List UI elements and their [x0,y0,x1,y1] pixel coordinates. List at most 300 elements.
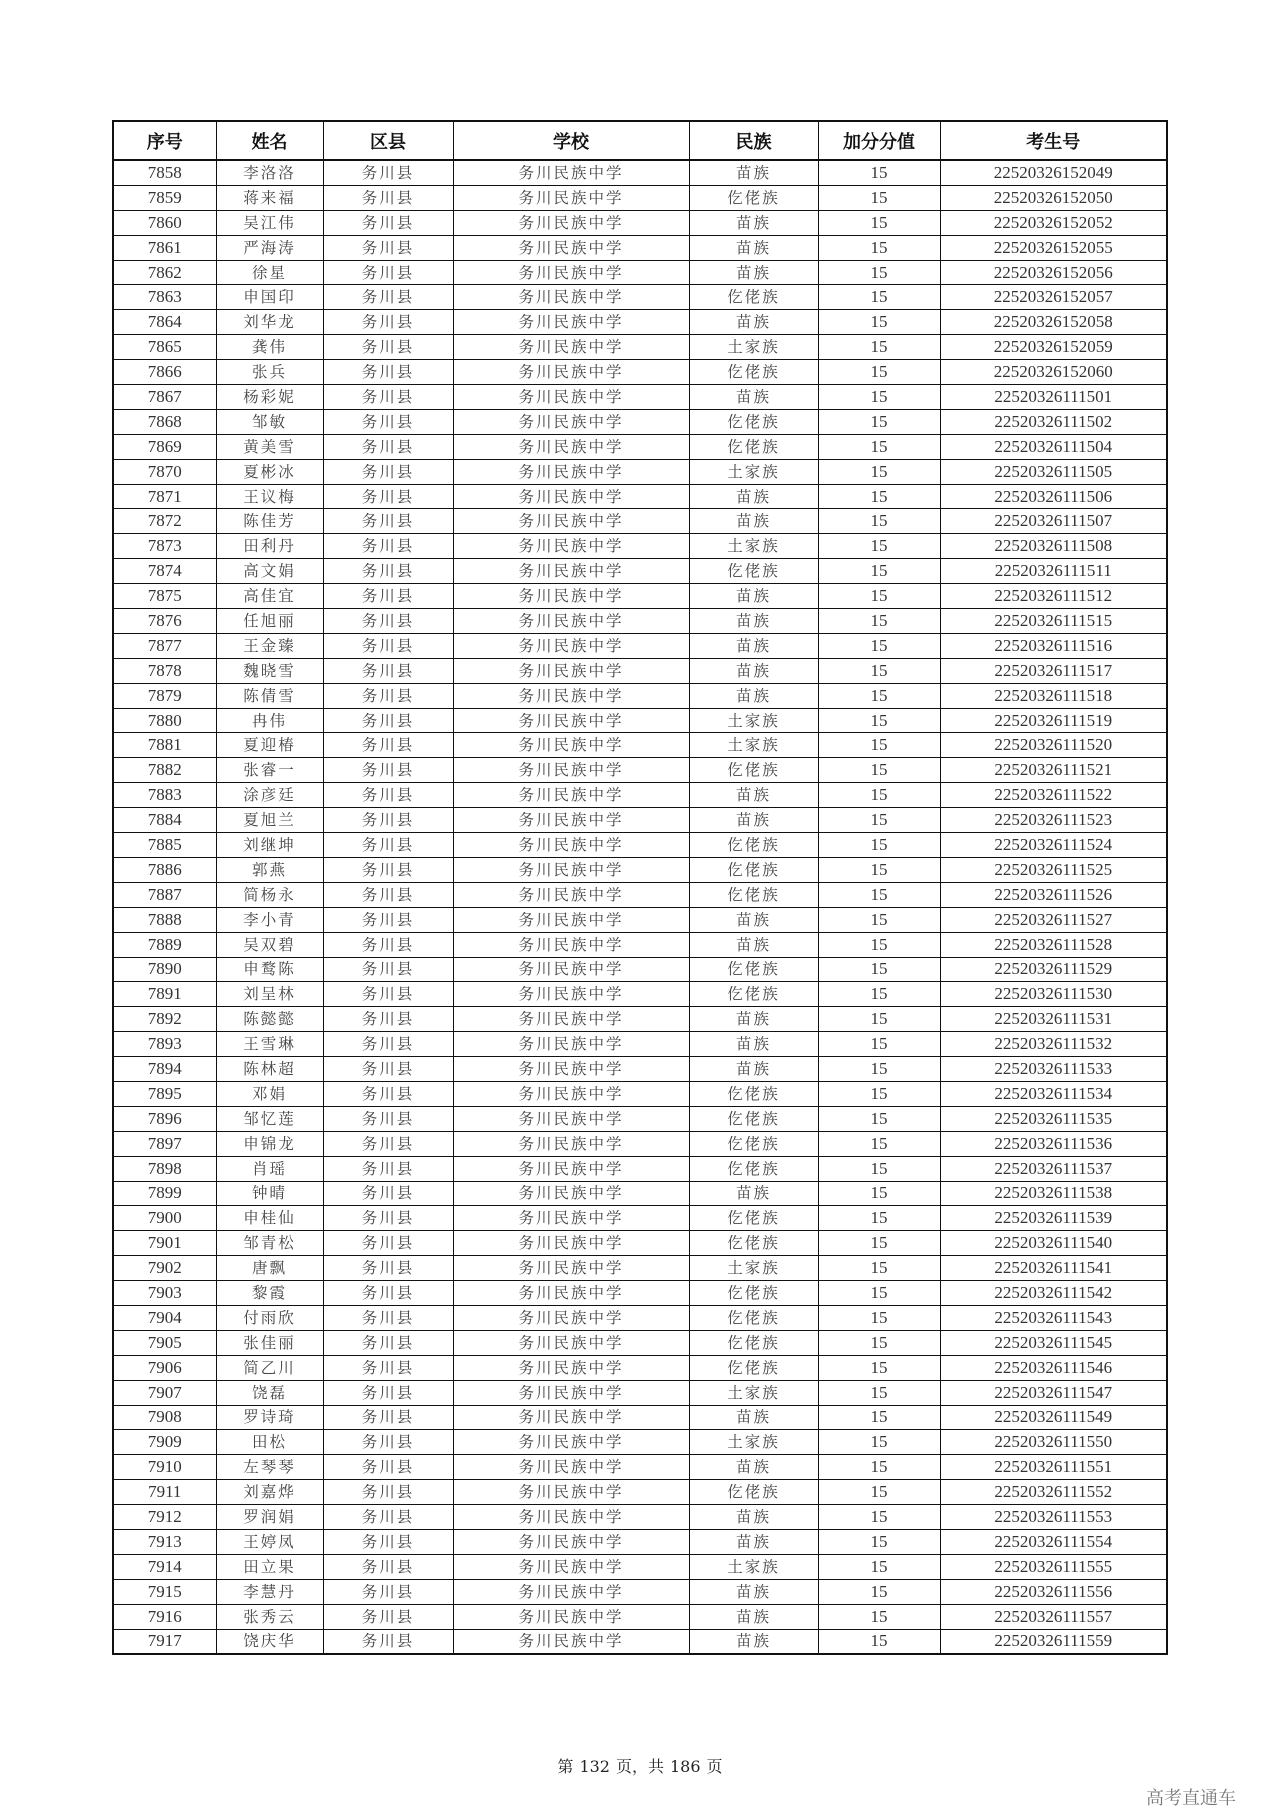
cell-bonus: 15 [818,160,940,185]
cell-ethnicity: 苗族 [689,235,818,260]
cell-exam-id: 22520326111538 [940,1181,1167,1206]
cell-exam-id: 22520326152060 [940,360,1167,385]
cell-name: 吴江伟 [216,210,323,235]
header-county: 区县 [323,121,453,160]
cell-seq: 7910 [113,1455,216,1480]
cell-seq: 7878 [113,658,216,683]
cell-school: 务川民族中学 [453,1057,689,1082]
cell-county: 务川县 [323,708,453,733]
cell-exam-id: 22520326152049 [940,160,1167,185]
cell-bonus: 15 [818,1629,940,1654]
cell-ethnicity: 仡佬族 [689,1480,818,1505]
cell-county: 务川县 [323,335,453,360]
cell-county: 务川县 [323,484,453,509]
cell-exam-id: 22520326111502 [940,409,1167,434]
cell-bonus: 15 [818,708,940,733]
cell-school: 务川民族中学 [453,1554,689,1579]
cell-bonus: 15 [818,808,940,833]
cell-exam-id: 22520326111529 [940,957,1167,982]
cell-ethnicity: 仡佬族 [689,882,818,907]
cell-name: 申锦龙 [216,1131,323,1156]
table-row [113,1305,1167,1330]
table-row [113,957,1167,982]
cell-ethnicity: 苗族 [689,633,818,658]
cell-seq: 7892 [113,1007,216,1032]
cell-seq: 7900 [113,1206,216,1231]
table-body [113,160,1167,1654]
cell-exam-id: 22520326111553 [940,1505,1167,1530]
cell-name: 严海涛 [216,235,323,260]
cell-name: 简杨永 [216,882,323,907]
table-row [113,1007,1167,1032]
table-row [113,907,1167,932]
cell-county: 务川县 [323,1604,453,1629]
cell-ethnicity: 苗族 [689,1629,818,1654]
cell-ethnicity: 仡佬族 [689,1156,818,1181]
cell-ethnicity: 苗族 [689,310,818,335]
cell-exam-id: 22520326111526 [940,882,1167,907]
cell-exam-id: 22520326111550 [940,1430,1167,1455]
cell-exam-id: 22520326111540 [940,1231,1167,1256]
header-name: 姓名 [216,121,323,160]
cell-exam-id: 22520326111516 [940,633,1167,658]
cell-seq: 7874 [113,559,216,584]
cell-county: 务川县 [323,1057,453,1082]
cell-seq: 7917 [113,1629,216,1654]
table-row [113,882,1167,907]
cell-school: 务川民族中学 [453,907,689,932]
cell-ethnicity: 苗族 [689,1007,818,1032]
cell-exam-id: 22520326111511 [940,559,1167,584]
cell-name: 邓娟 [216,1081,323,1106]
table-row [113,434,1167,459]
cell-school: 务川民族中学 [453,982,689,1007]
cell-ethnicity: 苗族 [689,260,818,285]
cell-seq: 7888 [113,907,216,932]
cell-school: 务川民族中学 [453,1106,689,1131]
cell-bonus: 15 [818,1156,940,1181]
table-row [113,1455,1167,1480]
cell-exam-id: 22520326111523 [940,808,1167,833]
cell-bonus: 15 [818,459,940,484]
cell-exam-id: 22520326111508 [940,534,1167,559]
table-row [113,633,1167,658]
cell-county: 务川县 [323,1305,453,1330]
table-row [113,708,1167,733]
cell-school: 务川民族中学 [453,409,689,434]
cell-county: 务川县 [323,1405,453,1430]
table-row [113,758,1167,783]
cell-school: 务川民族中学 [453,1032,689,1057]
cell-exam-id: 22520326111543 [940,1305,1167,1330]
cell-county: 务川县 [323,1106,453,1131]
cell-ethnicity: 仡佬族 [689,957,818,982]
cell-bonus: 15 [818,360,940,385]
cell-bonus: 15 [818,1281,940,1306]
cell-seq: 7870 [113,459,216,484]
table-row [113,260,1167,285]
cell-school: 务川民族中学 [453,335,689,360]
cell-seq: 7871 [113,484,216,509]
table-row [113,285,1167,310]
cell-exam-id: 22520326111530 [940,982,1167,1007]
cell-bonus: 15 [818,783,940,808]
table-row [113,932,1167,957]
cell-exam-id: 22520326111541 [940,1256,1167,1281]
cell-seq: 7912 [113,1505,216,1530]
cell-name: 刘呈林 [216,982,323,1007]
table-row [113,1480,1167,1505]
cell-name: 田利丹 [216,534,323,559]
header-exam-id: 考生号 [940,121,1167,160]
cell-bonus: 15 [818,1057,940,1082]
cell-school: 务川民族中学 [453,833,689,858]
cell-school: 务川民族中学 [453,1156,689,1181]
cell-ethnicity: 苗族 [689,783,818,808]
cell-county: 务川县 [323,459,453,484]
table-header-row [113,121,1167,160]
cell-exam-id: 22520326111501 [940,385,1167,410]
table-row [113,1256,1167,1281]
cell-name: 左琴琴 [216,1455,323,1480]
cell-bonus: 15 [818,957,940,982]
cell-ethnicity: 土家族 [689,1256,818,1281]
cell-ethnicity: 仡佬族 [689,1305,818,1330]
cell-ethnicity: 土家族 [689,1554,818,1579]
cell-school: 务川民族中学 [453,733,689,758]
cell-bonus: 15 [818,335,940,360]
cell-county: 务川县 [323,160,453,185]
cell-exam-id: 22520326111519 [940,708,1167,733]
cell-seq: 7907 [113,1380,216,1405]
cell-name: 饶磊 [216,1380,323,1405]
cell-county: 务川县 [323,409,453,434]
cell-exam-id: 22520326111559 [940,1629,1167,1654]
cell-county: 务川县 [323,882,453,907]
cell-ethnicity: 仡佬族 [689,285,818,310]
cell-ethnicity: 仡佬族 [689,185,818,210]
cell-county: 务川县 [323,1330,453,1355]
cell-exam-id: 22520326111521 [940,758,1167,783]
cell-school: 务川民族中学 [453,459,689,484]
cell-exam-id: 22520326111532 [940,1032,1167,1057]
table-row [113,459,1167,484]
cell-name: 刘嘉烨 [216,1480,323,1505]
cell-school: 务川民族中学 [453,1330,689,1355]
cell-seq: 7903 [113,1281,216,1306]
cell-school: 务川民族中学 [453,1305,689,1330]
page-total: 186 [670,1757,701,1776]
cell-exam-id: 22520326111505 [940,459,1167,484]
cell-bonus: 15 [818,1181,940,1206]
cell-school: 务川民族中学 [453,385,689,410]
cell-name: 龚伟 [216,335,323,360]
cell-exam-id: 22520326152059 [940,335,1167,360]
cell-school: 务川民族中学 [453,434,689,459]
cell-name: 任旭丽 [216,609,323,634]
cell-school: 务川民族中学 [453,1256,689,1281]
cell-seq: 7863 [113,285,216,310]
cell-bonus: 15 [818,385,940,410]
cell-seq: 7911 [113,1480,216,1505]
candidate-table [112,120,1168,1655]
cell-bonus: 15 [818,584,940,609]
watermark: 高考直通车 [1146,1788,1236,1809]
cell-name: 钟晴 [216,1181,323,1206]
cell-bonus: 15 [818,434,940,459]
cell-county: 务川县 [323,185,453,210]
cell-name: 田松 [216,1430,323,1455]
table-row [113,1330,1167,1355]
cell-seq: 7881 [113,733,216,758]
cell-bonus: 15 [818,683,940,708]
header-ethnicity: 民族 [689,121,818,160]
cell-bonus: 15 [818,1430,940,1455]
cell-seq: 7860 [113,210,216,235]
page-suffix: 页 [706,1757,723,1776]
table-row [113,360,1167,385]
table-row [113,1181,1167,1206]
cell-name: 夏彬冰 [216,459,323,484]
cell-school: 务川民族中学 [453,160,689,185]
cell-county: 务川县 [323,808,453,833]
cell-exam-id: 22520326111552 [940,1480,1167,1505]
page-prefix: 第 [557,1757,574,1776]
cell-ethnicity: 苗族 [689,683,818,708]
cell-exam-id: 22520326152057 [940,285,1167,310]
cell-exam-id: 22520326111524 [940,833,1167,858]
cell-seq: 7880 [113,708,216,733]
cell-county: 务川县 [323,658,453,683]
cell-name: 徐星 [216,260,323,285]
cell-seq: 7868 [113,409,216,434]
cell-county: 务川县 [323,559,453,584]
cell-bonus: 15 [818,1505,940,1530]
cell-bonus: 15 [818,1529,940,1554]
table-row [113,808,1167,833]
cell-bonus: 15 [818,733,940,758]
cell-ethnicity: 仡佬族 [689,1355,818,1380]
cell-bonus: 15 [818,907,940,932]
cell-county: 务川县 [323,1430,453,1455]
cell-bonus: 15 [818,882,940,907]
cell-name: 吴双碧 [216,932,323,957]
cell-name: 李小青 [216,907,323,932]
cell-bonus: 15 [818,1330,940,1355]
cell-school: 务川民族中学 [453,210,689,235]
cell-ethnicity: 仡佬族 [689,1231,818,1256]
cell-school: 务川民族中学 [453,534,689,559]
table-row [113,1604,1167,1629]
cell-seq: 7891 [113,982,216,1007]
table-row [113,409,1167,434]
cell-bonus: 15 [818,857,940,882]
cell-exam-id: 22520326111518 [940,683,1167,708]
table-row [113,857,1167,882]
cell-county: 务川县 [323,1231,453,1256]
cell-name: 饶庆华 [216,1629,323,1654]
cell-ethnicity: 苗族 [689,1057,818,1082]
cell-exam-id: 22520326111531 [940,1007,1167,1032]
cell-county: 务川县 [323,1156,453,1181]
cell-exam-id: 22520326111520 [940,733,1167,758]
cell-seq: 7875 [113,584,216,609]
cell-county: 务川县 [323,907,453,932]
cell-exam-id: 22520326111506 [940,484,1167,509]
cell-county: 务川县 [323,1032,453,1057]
cell-name: 高文娟 [216,559,323,584]
cell-seq: 7916 [113,1604,216,1629]
cell-seq: 7895 [113,1081,216,1106]
cell-exam-id: 22520326111542 [940,1281,1167,1306]
table-row [113,982,1167,1007]
table-row [113,683,1167,708]
table-row [113,210,1167,235]
cell-seq: 7883 [113,783,216,808]
table-row [113,1057,1167,1082]
cell-county: 务川县 [323,857,453,882]
cell-bonus: 15 [818,833,940,858]
cell-ethnicity: 苗族 [689,658,818,683]
cell-school: 务川民族中学 [453,235,689,260]
cell-exam-id: 22520326152055 [940,235,1167,260]
cell-county: 务川县 [323,633,453,658]
cell-seq: 7858 [113,160,216,185]
cell-ethnicity: 仡佬族 [689,833,818,858]
cell-school: 务川民族中学 [453,1081,689,1106]
cell-ethnicity: 苗族 [689,932,818,957]
cell-bonus: 15 [818,633,940,658]
cell-county: 务川县 [323,260,453,285]
cell-county: 务川县 [323,1529,453,1554]
cell-name: 罗润娟 [216,1505,323,1530]
cell-ethnicity: 土家族 [689,534,818,559]
cell-bonus: 15 [818,1231,940,1256]
cell-exam-id: 22520326152058 [940,310,1167,335]
cell-school: 务川民族中学 [453,1131,689,1156]
table-row [113,310,1167,335]
cell-school: 务川民族中学 [453,285,689,310]
cell-seq: 7904 [113,1305,216,1330]
cell-exam-id: 22520326111525 [940,857,1167,882]
table-row [113,1355,1167,1380]
cell-name: 张兵 [216,360,323,385]
cell-exam-id: 22520326111536 [940,1131,1167,1156]
cell-ethnicity: 苗族 [689,385,818,410]
cell-name: 张秀云 [216,1604,323,1629]
cell-ethnicity: 苗族 [689,484,818,509]
cell-county: 务川县 [323,1281,453,1306]
cell-school: 务川民族中学 [453,185,689,210]
cell-bonus: 15 [818,1355,940,1380]
cell-name: 王议梅 [216,484,323,509]
cell-exam-id: 22520326111557 [940,1604,1167,1629]
cell-school: 务川民族中学 [453,1007,689,1032]
cell-school: 务川民族中学 [453,1355,689,1380]
cell-name: 陈佳芳 [216,509,323,534]
cell-county: 务川县 [323,1355,453,1380]
cell-school: 务川民族中学 [453,1181,689,1206]
cell-exam-id: 22520326111549 [940,1405,1167,1430]
cell-seq: 7862 [113,260,216,285]
cell-county: 务川县 [323,609,453,634]
cell-ethnicity: 土家族 [689,459,818,484]
table-row [113,1032,1167,1057]
table-row [113,1106,1167,1131]
cell-exam-id: 22520326111539 [940,1206,1167,1231]
cell-county: 务川县 [323,1256,453,1281]
table-row [113,1405,1167,1430]
cell-seq: 7909 [113,1430,216,1455]
cell-ethnicity: 苗族 [689,1604,818,1629]
cell-exam-id: 22520326111527 [940,907,1167,932]
table-row [113,1554,1167,1579]
cell-ethnicity: 仡佬族 [689,1281,818,1306]
cell-seq: 7905 [113,1330,216,1355]
cell-bonus: 15 [818,609,940,634]
cell-ethnicity: 苗族 [689,1181,818,1206]
cell-name: 王婷凤 [216,1529,323,1554]
cell-school: 务川民族中学 [453,1206,689,1231]
cell-name: 申鹜陈 [216,957,323,982]
cell-ethnicity: 苗族 [689,808,818,833]
table-row [113,584,1167,609]
cell-bonus: 15 [818,1206,940,1231]
cell-ethnicity: 苗族 [689,1579,818,1604]
cell-county: 务川县 [323,385,453,410]
cell-ethnicity: 仡佬族 [689,1106,818,1131]
cell-seq: 7901 [113,1231,216,1256]
page-footer [0,1754,1280,1777]
cell-school: 务川民族中学 [453,808,689,833]
cell-exam-id: 22520326111551 [940,1455,1167,1480]
cell-school: 务川民族中学 [453,758,689,783]
cell-name: 肖瑶 [216,1156,323,1181]
cell-name: 王金臻 [216,633,323,658]
cell-ethnicity: 土家族 [689,733,818,758]
cell-seq: 7867 [113,385,216,410]
cell-seq: 7869 [113,434,216,459]
cell-school: 务川民族中学 [453,360,689,385]
table-row [113,1529,1167,1554]
cell-ethnicity: 苗族 [689,907,818,932]
cell-bonus: 15 [818,932,940,957]
cell-ethnicity: 仡佬族 [689,1206,818,1231]
cell-name: 冉伟 [216,708,323,733]
cell-ethnicity: 土家族 [689,335,818,360]
cell-county: 务川县 [323,932,453,957]
cell-school: 务川民族中学 [453,882,689,907]
cell-school: 务川民族中学 [453,932,689,957]
cell-name: 高佳宜 [216,584,323,609]
cell-name: 李洛洛 [216,160,323,185]
cell-exam-id: 22520326111534 [940,1081,1167,1106]
cell-ethnicity: 苗族 [689,609,818,634]
cell-name: 申国印 [216,285,323,310]
cell-seq: 7882 [113,758,216,783]
cell-seq: 7866 [113,360,216,385]
table-row [113,534,1167,559]
cell-ethnicity: 苗族 [689,1529,818,1554]
cell-school: 务川民族中学 [453,509,689,534]
cell-county: 务川县 [323,1505,453,1530]
cell-name: 杨彩妮 [216,385,323,410]
table-row [113,484,1167,509]
cell-seq: 7864 [113,310,216,335]
cell-seq: 7877 [113,633,216,658]
cell-seq: 7890 [113,957,216,982]
cell-county: 务川县 [323,1554,453,1579]
